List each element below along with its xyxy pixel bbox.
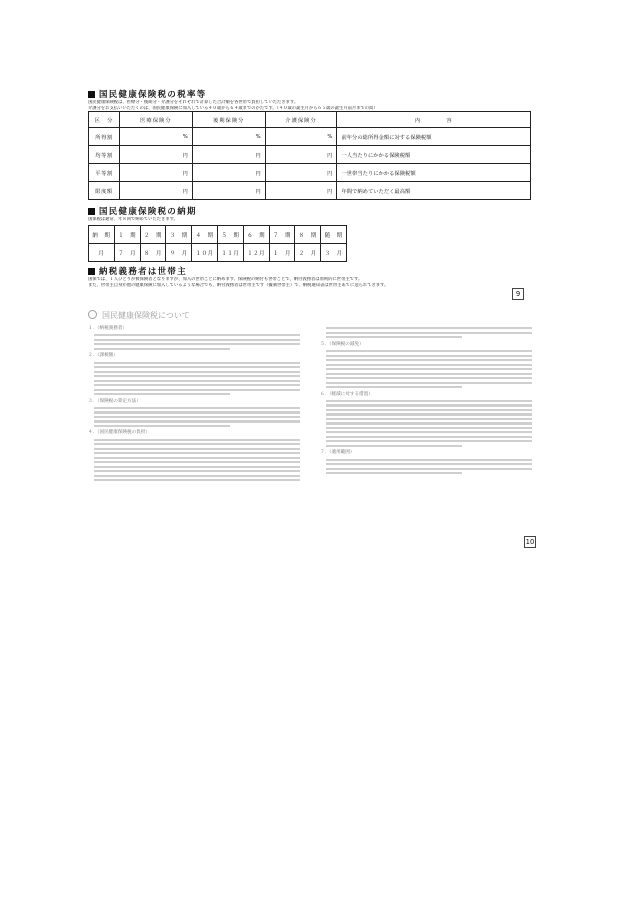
care-unit: 円 bbox=[265, 182, 337, 200]
rates-title: 国民健康保険税の税率等 bbox=[99, 89, 207, 99]
month-cell: ２ 月 bbox=[295, 244, 321, 262]
payer-title-row bbox=[88, 266, 540, 277]
about-left-column bbox=[88, 325, 300, 484]
faint-text-line bbox=[94, 371, 300, 373]
faint-text-line bbox=[94, 425, 230, 427]
medical-unit: % bbox=[119, 128, 192, 146]
medical-unit: 円 bbox=[119, 182, 192, 200]
square-bullet-icon bbox=[88, 268, 95, 275]
row-label: 平等割 bbox=[89, 164, 120, 182]
faint-text-line bbox=[326, 431, 532, 433]
faint-text-line bbox=[326, 368, 532, 370]
care-unit: 円 bbox=[265, 164, 337, 182]
faint-text-line bbox=[326, 422, 532, 424]
about-right-column bbox=[320, 325, 532, 477]
faint-text-line bbox=[94, 334, 300, 336]
period-cell: 随 期 bbox=[321, 226, 347, 244]
faint-text-line bbox=[94, 475, 300, 477]
month-cell: １１月 bbox=[217, 244, 243, 262]
faint-text-line bbox=[326, 373, 532, 375]
month-cell: ９ 月 bbox=[166, 244, 192, 262]
payer-note-2: また、世帯主自身が他の健康保険に加入しているような場合でも、納付義務者は世帯主です（擬制世帯主）で、納税通知書は世帯主あてに送られてきます。 bbox=[88, 283, 389, 289]
page-number-10: 10 bbox=[525, 538, 535, 546]
row-label: 所得割 bbox=[89, 128, 120, 146]
row-description: 一世帯当たりにかかる保険税額 bbox=[337, 164, 531, 182]
circle-bullet-icon bbox=[88, 310, 97, 319]
faint-text-line bbox=[326, 355, 532, 357]
elderly-unit: 円 bbox=[192, 146, 265, 164]
month-cell: １０月 bbox=[192, 244, 218, 262]
period-cell: ８ 期 bbox=[295, 226, 321, 244]
payment-note: 国保税は通常、年８回で納めていただきます。 bbox=[88, 217, 178, 222]
payment-section bbox=[88, 206, 540, 223]
faint-text-line bbox=[94, 407, 300, 409]
period-cell: １ 期 bbox=[114, 226, 140, 244]
row-description: 一人当たりにかかる保険税額 bbox=[337, 146, 531, 164]
rates-header-category: 区 分 bbox=[89, 112, 120, 128]
row-label: 限度額 bbox=[89, 182, 120, 200]
faint-text-line bbox=[326, 445, 462, 447]
month-cell: １２月 bbox=[243, 244, 269, 262]
table-row bbox=[89, 146, 531, 164]
about-subheading: ２．（課税額） bbox=[88, 353, 118, 359]
faint-text-line bbox=[94, 466, 300, 468]
about-subheading: １．（納税義務者） bbox=[88, 326, 128, 331]
faint-text-line bbox=[326, 459, 532, 461]
period-cell: ３ 期 bbox=[166, 226, 192, 244]
elderly-unit: 円 bbox=[192, 182, 265, 200]
faint-text-line bbox=[94, 339, 300, 341]
rates-header-care: 介護保険分 bbox=[265, 112, 337, 128]
faint-text-line bbox=[94, 384, 300, 386]
row-description: 年間で納めていただく最高額 bbox=[337, 182, 531, 200]
care-unit: % bbox=[265, 128, 337, 146]
medical-unit: 円 bbox=[119, 146, 192, 164]
faint-text-line bbox=[94, 375, 300, 377]
rates-header-elderly: 後期保険分 bbox=[192, 112, 265, 128]
faint-text-line bbox=[326, 440, 532, 442]
table-row bbox=[89, 128, 531, 146]
faint-text-line bbox=[94, 470, 300, 472]
faint-text-line bbox=[94, 420, 300, 422]
faint-text-line bbox=[94, 393, 230, 395]
rates-note-1: 国民健康保険税は、医療分・後期分・介護分をそれぞれで計算した合計額を各世帯で負担していただきます。 bbox=[88, 100, 299, 105]
faint-text-line bbox=[326, 382, 532, 384]
square-bullet-icon bbox=[88, 91, 95, 98]
rates-section bbox=[88, 89, 540, 112]
payment-title: 国民健康保険税の納期 bbox=[99, 206, 197, 216]
month-cell: １ 月 bbox=[269, 244, 295, 262]
rates-header-content: 内 容 bbox=[337, 112, 531, 128]
period-cell: ４ 期 bbox=[192, 226, 218, 244]
rates-header-row bbox=[89, 112, 531, 128]
faint-text-line bbox=[326, 404, 532, 406]
faint-text-line bbox=[94, 461, 300, 463]
payer-note-1: 国保では、１人ひとりが被保険者となりますが、加入の世帯ごとに納めます。保険税の納付も世帯ごとで、納付義務者は原則的に世帯主です。 bbox=[88, 277, 363, 282]
payment-title-row bbox=[88, 206, 540, 217]
table-row bbox=[89, 164, 531, 182]
faint-text-line bbox=[326, 386, 462, 388]
period-cell: ５ 期 bbox=[217, 226, 243, 244]
care-unit: 円 bbox=[265, 146, 337, 164]
about-subheading: ４．（国民健康保険税の負担） bbox=[88, 430, 151, 436]
faint-text-line bbox=[94, 343, 300, 345]
rates-note-2: 介護分をお支払いいただくのは、国民健康保険に加入している４０歳から６４歳までのかたです。（４０歳の誕生月から６５歳の誕生月前月までの間） bbox=[88, 106, 378, 112]
row-description: 前年分の総所得金額に対する保険税額 bbox=[337, 128, 531, 146]
about-subheading: ３．（保険税の算定方法） bbox=[88, 398, 141, 404]
table-row bbox=[89, 182, 531, 200]
month-cell: ８ 月 bbox=[140, 244, 166, 262]
faint-text-line bbox=[94, 416, 300, 418]
faint-text-line bbox=[326, 463, 532, 465]
faint-text-line bbox=[326, 472, 462, 474]
period-cell: ２ 期 bbox=[140, 226, 166, 244]
faint-text-line bbox=[94, 448, 300, 450]
about-section bbox=[88, 310, 540, 550]
about-subheading: ７．（適用範囲） bbox=[320, 450, 355, 456]
elderly-unit: % bbox=[192, 128, 265, 146]
faint-text-line bbox=[326, 336, 462, 338]
faint-text-line bbox=[326, 350, 532, 352]
month-cell: ３ 月 bbox=[321, 244, 347, 262]
faint-text-line bbox=[326, 409, 532, 411]
period-header-label: 納 期 bbox=[89, 226, 115, 244]
faint-text-line bbox=[326, 364, 532, 366]
faint-text-line bbox=[326, 327, 532, 329]
faint-text-line bbox=[326, 332, 532, 334]
period-cell: ６ 期 bbox=[243, 226, 269, 244]
rates-header-medical: 医療保険分 bbox=[119, 112, 192, 128]
faint-text-line bbox=[94, 366, 300, 368]
faint-text-line bbox=[94, 443, 300, 445]
faint-text-line bbox=[326, 377, 532, 379]
medical-unit: 円 bbox=[119, 164, 192, 182]
faint-text-line bbox=[94, 389, 300, 391]
faint-text-line bbox=[94, 479, 300, 481]
month-cell: ７ 月 bbox=[114, 244, 140, 262]
rates-table bbox=[88, 111, 531, 200]
faint-text-line bbox=[326, 418, 532, 420]
payment-table bbox=[88, 225, 347, 262]
about-subheading: ５．（保険税の減免） bbox=[320, 341, 364, 347]
row-label: 均等割 bbox=[89, 146, 120, 164]
period-cell: ７ 期 bbox=[269, 226, 295, 244]
faint-text-line bbox=[94, 362, 300, 364]
faint-text-line bbox=[326, 468, 532, 470]
faint-text-line bbox=[326, 413, 532, 415]
faint-text-line bbox=[94, 348, 230, 350]
rates-title-row bbox=[88, 89, 540, 100]
faint-text-line bbox=[94, 452, 300, 454]
payer-title: 納税義務者は世帯主 bbox=[99, 266, 187, 276]
faint-text-line bbox=[94, 457, 300, 459]
faint-text-line bbox=[326, 359, 532, 361]
page-number-9: 9 bbox=[512, 288, 524, 300]
faint-text-line bbox=[326, 436, 532, 438]
elderly-unit: 円 bbox=[192, 164, 265, 182]
faint-text-line bbox=[94, 439, 300, 441]
faint-text-line bbox=[94, 380, 300, 382]
square-bullet-icon bbox=[88, 208, 95, 215]
payer-section bbox=[88, 266, 540, 289]
payment-month-row bbox=[89, 244, 347, 262]
payment-period-row bbox=[89, 226, 347, 244]
about-title: 国民健康保険税について bbox=[102, 311, 190, 320]
month-row-label: 月 bbox=[89, 244, 115, 262]
about-title-row bbox=[88, 310, 190, 321]
faint-text-line bbox=[326, 427, 532, 429]
faint-text-line bbox=[94, 411, 300, 413]
faint-text-line bbox=[326, 400, 532, 402]
about-subheading: ６．（軽減に対する措置） bbox=[320, 391, 373, 397]
